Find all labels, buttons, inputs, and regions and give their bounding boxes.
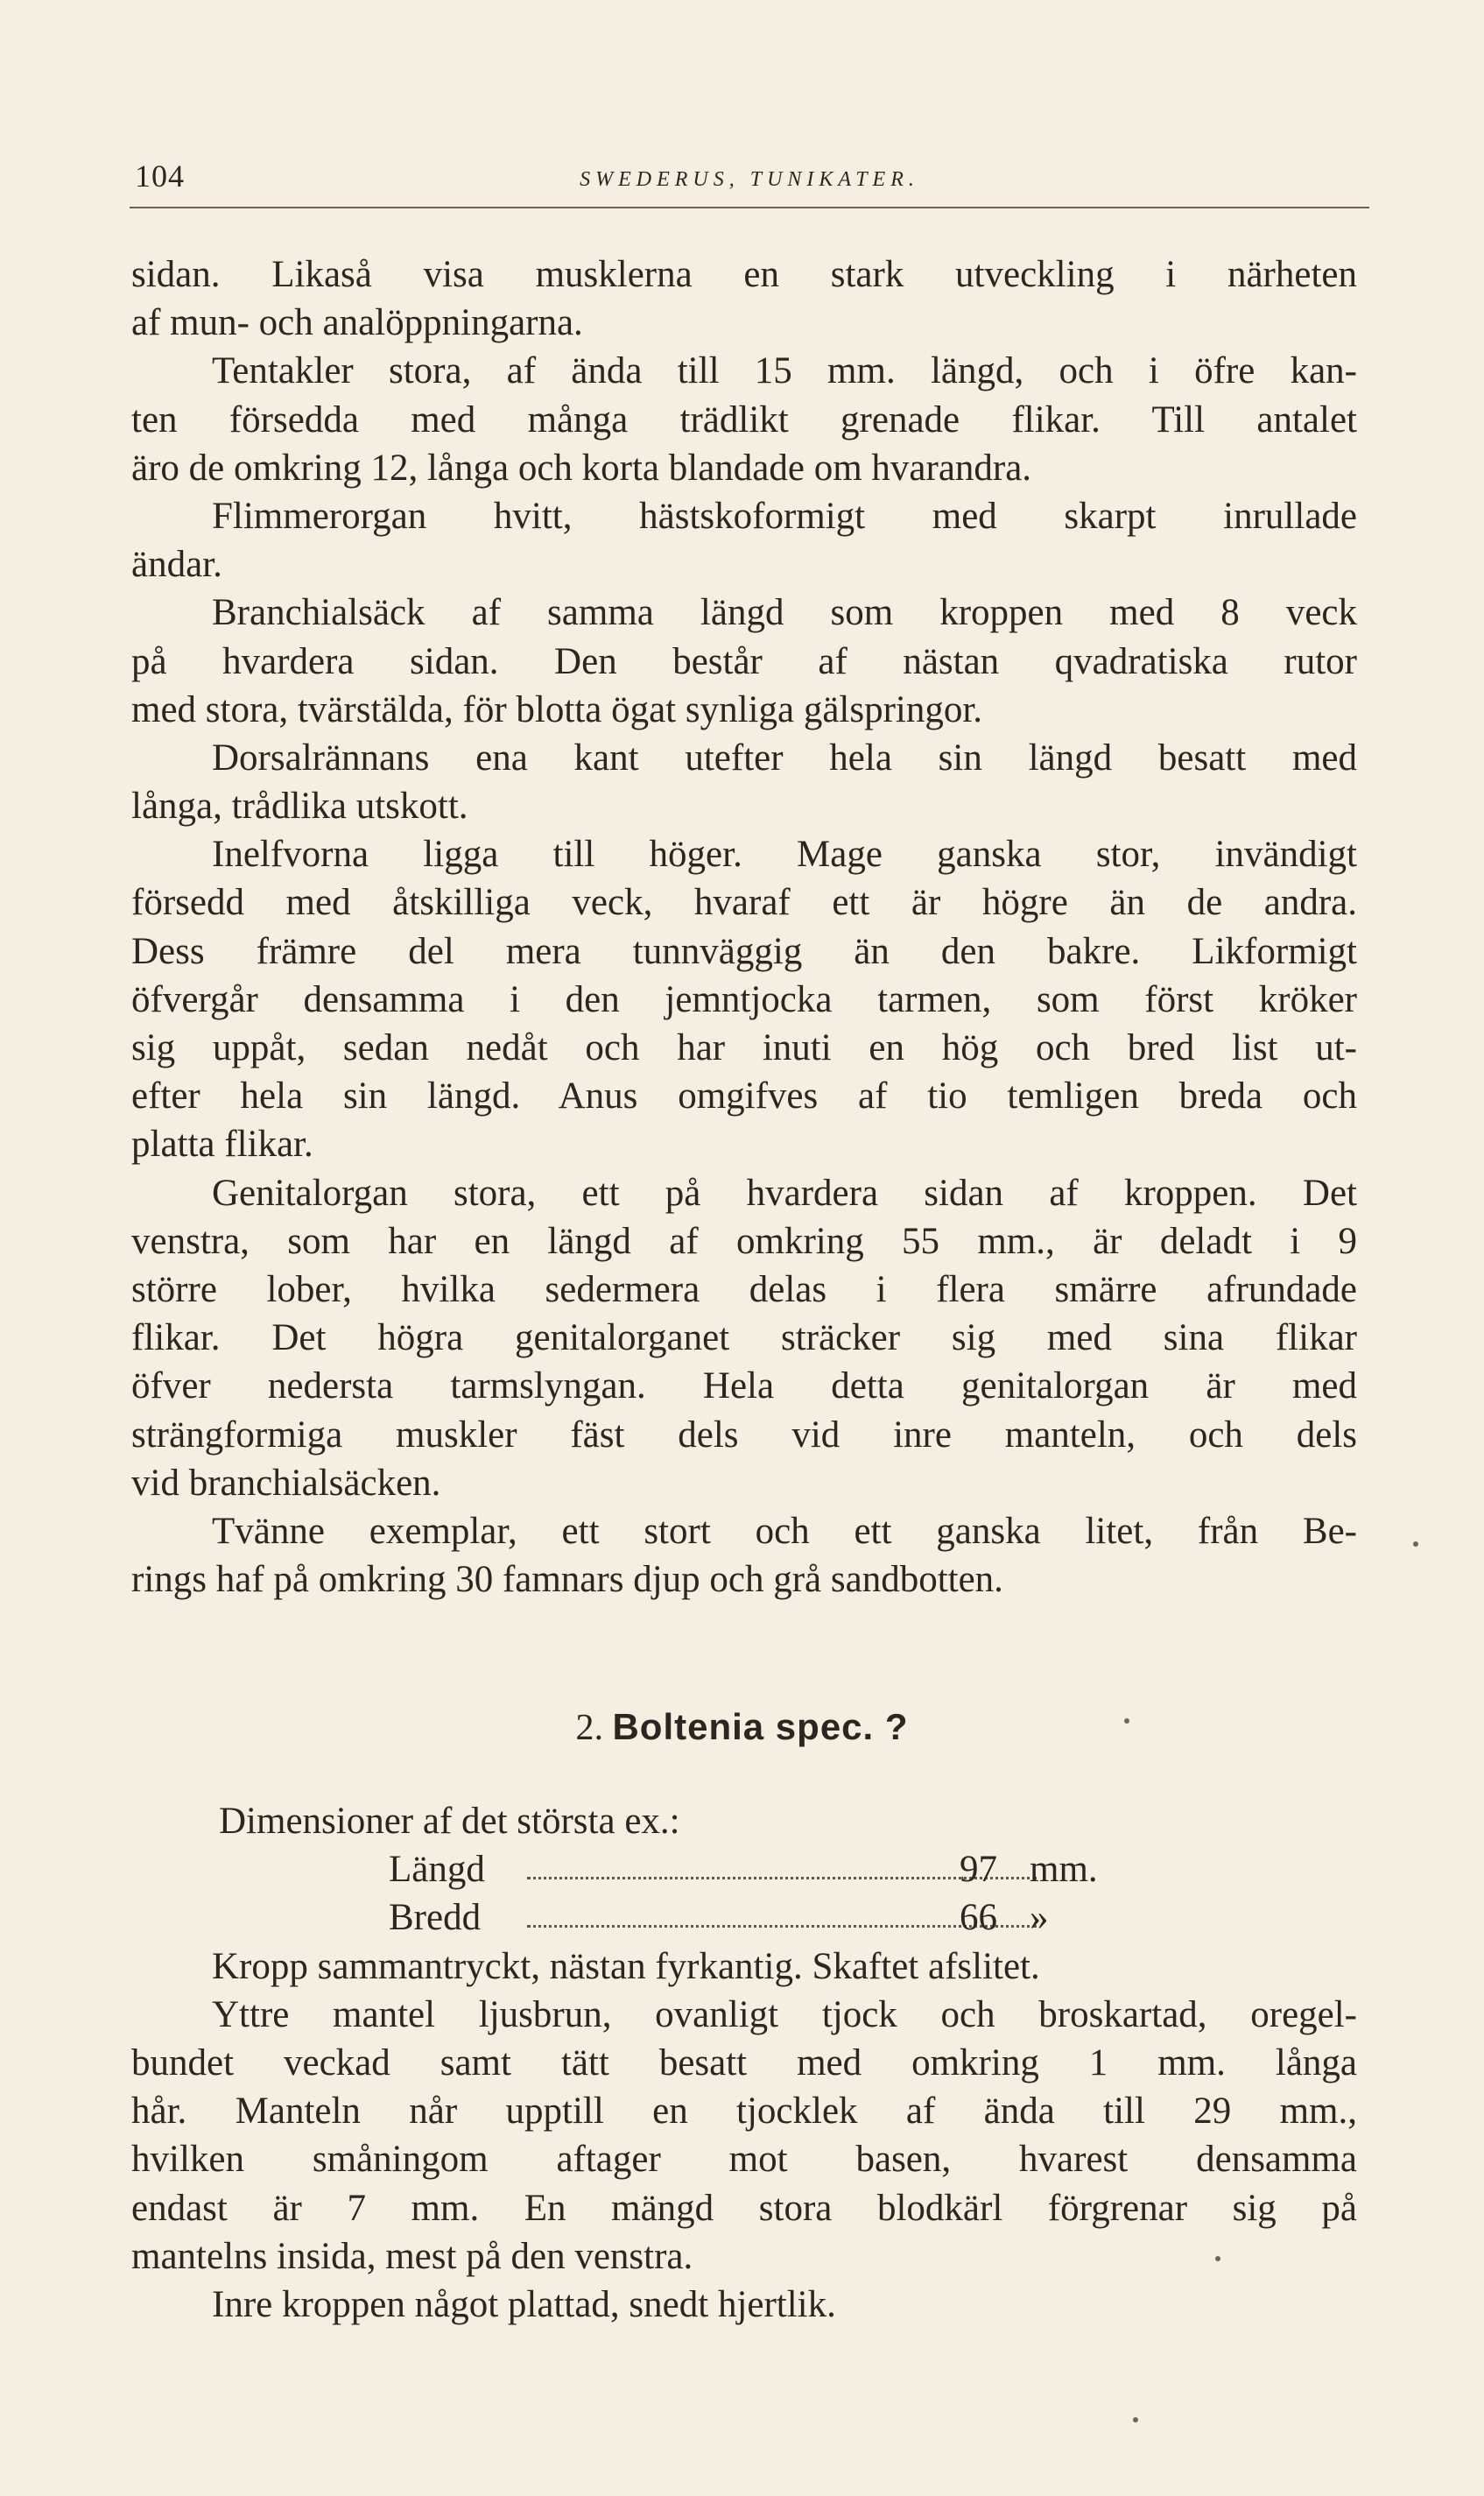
text-line: af mun- och analöppningarna.: [131, 302, 583, 344]
section-number: 2.: [575, 1708, 603, 1748]
text-line: Inre kroppen något plattad, snedt hjertlik.: [212, 2283, 836, 2325]
text-line: äro de omkring 12, långa och korta blandade om hvarandra.: [131, 447, 1032, 489]
margin-mark: [1413, 1541, 1418, 1547]
text-line: ändar.: [131, 544, 222, 586]
text-line: Genitalorgan stora, ett på hvardera sidan af kroppen. Det: [212, 1172, 1357, 1214]
body-text: [131, 250, 1357, 1604]
paragraph: [131, 492, 1357, 589]
dimension-value: 66: [960, 1897, 997, 1939]
margin-mark: [1215, 2256, 1220, 2261]
text-line: med stora, tvärstälda, för blotta ögat synliga gälspringor.: [131, 688, 983, 730]
section-title: Boltenia spec. ?: [612, 1706, 909, 1747]
dimension-row: [131, 1845, 1357, 1893]
text-line: platta flikar.: [131, 1124, 313, 1166]
text-line: Flimmerorgan hvitt, hästskoformigt med skarpt inrullade: [212, 495, 1357, 537]
text-line: på hvardera sidan. Den består af nästan qvadratiska rutor: [131, 640, 1357, 682]
text-line: öfvergår densamma i den jemntjocka tarmen, som först kröker: [131, 978, 1357, 1020]
dimensions-intro: Dimensioner af det största ex.:: [219, 1801, 680, 1842]
text-line: mantelns insida, mest på den venstra.: [131, 2235, 693, 2277]
margin-mark: [1133, 2417, 1138, 2422]
dimension-value: 97: [960, 1849, 997, 1891]
text-line: Yttre mantel ljusbrun, ovanligt tjock och broskartad, oregel-: [212, 1993, 1357, 2035]
text-line: försedd med åtskilliga veck, hvaraf ett är högre än de andra.: [131, 882, 1357, 924]
text-line: flikar. Det högra genitalorganet sträcker sig med sina flikar: [131, 1317, 1357, 1359]
text-line: vid branchialsäcken.: [131, 1462, 441, 1504]
section-paragraphs: [131, 1943, 1357, 2330]
text-line: öfver nedersta tarmslyngan. Hela detta genitalorgan är med: [131, 1365, 1357, 1407]
page-number: 104: [135, 159, 185, 194]
text-line: Tvänne exemplar, ett stort och ett ganska litet, från Be-: [212, 1510, 1357, 1552]
paragraph: [131, 1943, 1357, 1991]
dimension-unit: »: [1030, 1897, 1049, 1939]
text-line: större lober, hvilka sedermera delas i flera smärre afrundade: [131, 1268, 1357, 1310]
text-line: strängformiga muskler fäst dels vid inre manteln, och dels: [131, 1414, 1357, 1456]
section-heading: [0, 1703, 1484, 1752]
paragraph: [131, 250, 1357, 347]
text-line: sig uppåt, sedan nedåt och har inuti en hög och bred list ut-: [131, 1027, 1357, 1068]
paragraph: [131, 347, 1357, 492]
dimension-row: [131, 1893, 1357, 1942]
text-line: rings haf på omkring 30 famnars djup och grå sandbotten.: [131, 1559, 1003, 1601]
running-head: SWEDERUS, TUNIKATER.: [580, 168, 919, 191]
text-line: endast är 7 mm. En mängd stora blodkärl förgrenar sig på: [131, 2187, 1357, 2229]
margin-mark: [1124, 1718, 1129, 1724]
text-line: Tentakler stora, af ända till 15 mm. längd, och i öfre kan-: [212, 350, 1357, 392]
text-line: sidan. Likaså visa musklerna en stark utveckling i närheten: [131, 254, 1357, 295]
text-line: Dorsalrännans ena kant utefter hela sin längd besatt med: [212, 737, 1357, 779]
text-line: Dess främre del mera tunnväggig än den bakre. Likformigt: [131, 930, 1357, 972]
text-line: Branchialsäck af samma längd som kroppen med 8 veck: [212, 592, 1357, 634]
text-line: hvilken småningom aftager mot basen, hvarest densamma: [131, 2139, 1357, 2181]
section-body: [131, 1797, 1357, 2329]
paragraph: [131, 1507, 1357, 1604]
paragraph: [131, 1169, 1357, 1507]
page-header: [130, 154, 1369, 208]
paragraph: [131, 734, 1357, 830]
dimension-unit: mm.: [1030, 1849, 1098, 1891]
paragraph: [131, 2281, 1357, 2329]
text-line: Kropp sammantryckt, nästan fyrkantig. Skaftet afslitet.: [212, 1945, 1040, 1987]
text-line: efter hela sin längd. Anus omgifves af tio temligen breda och: [131, 1075, 1357, 1118]
paragraph: [131, 589, 1357, 734]
text-line: hår. Manteln når upptill en tjocklek af ända till 29 mm.,: [131, 2091, 1357, 2133]
text-line: bundet veckad samt tätt besatt med omkring 1 mm. långa: [131, 2041, 1357, 2084]
text-line: långa, trådlika utskott.: [131, 786, 468, 828]
paragraph: [131, 830, 1357, 1168]
dimensions-list: [131, 1845, 1357, 1942]
text-line: Inelfvorna ligga till höger. Mage ganska stor, invändigt: [212, 834, 1357, 876]
dimension-label: Längd: [389, 1849, 485, 1891]
dimension-label: Bredd: [389, 1897, 482, 1939]
text-line: ten försedda med många trädlikt grenade flikar. Till antalet: [131, 398, 1357, 441]
text-line: venstra, som har en längd af omkring 55 mm., är deladt i 9: [131, 1220, 1357, 1262]
paragraph: [131, 1991, 1357, 2281]
